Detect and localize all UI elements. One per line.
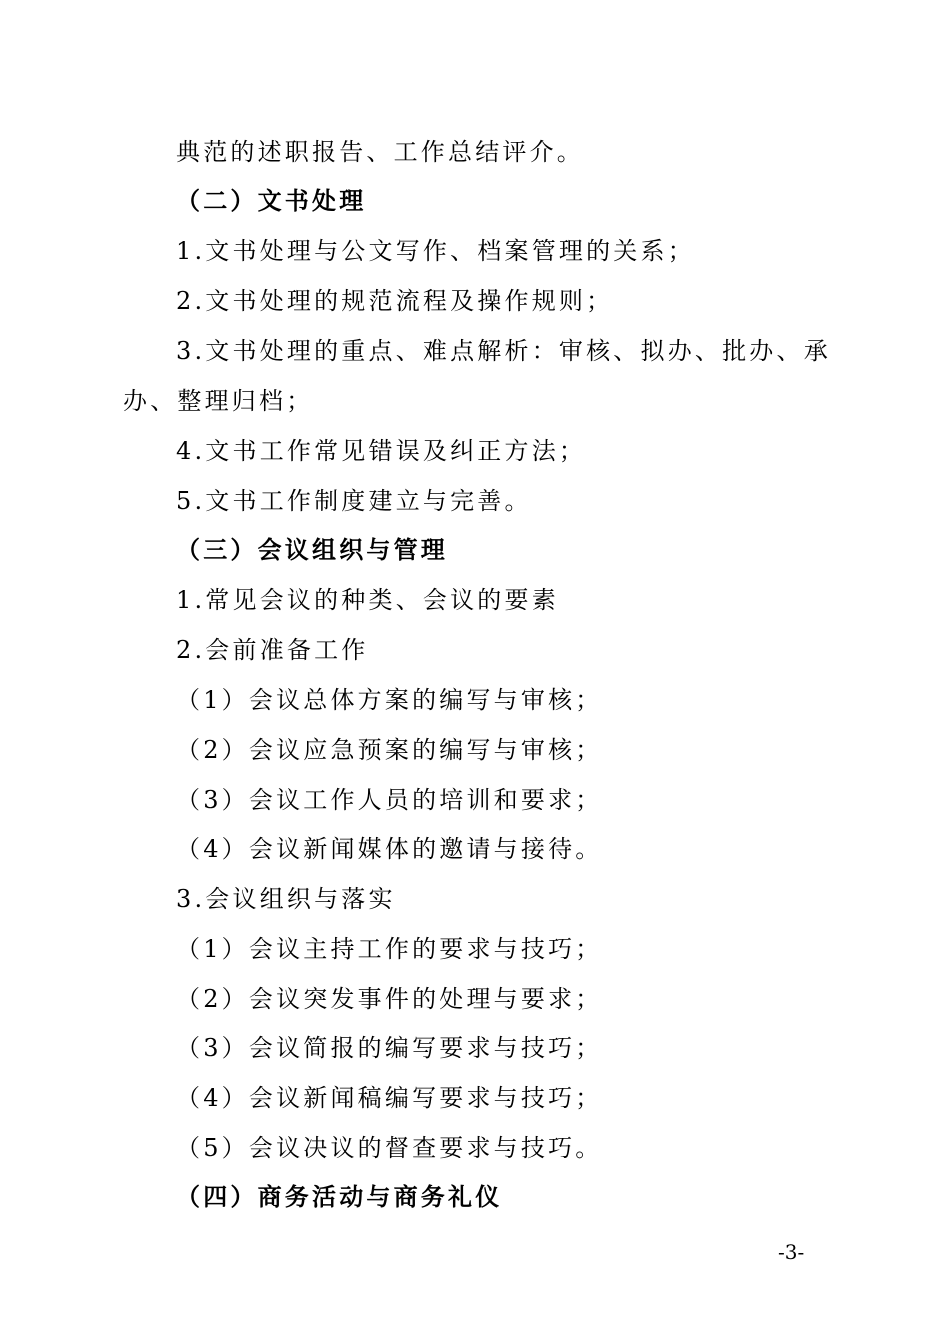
sub-list-item: （1）会议总体方案的编写与审核； [176, 686, 603, 714]
list-item: 1.文书处理与公文写作、档案管理的关系； [176, 237, 695, 265]
sub-list-item: （3）会议工作人员的培训和要求； [176, 786, 603, 814]
page-number: -3- [778, 1240, 805, 1264]
list-item-continuation: 办、整理归档； [123, 387, 314, 415]
list-item: 2.会前准备工作 [176, 636, 369, 664]
list-item: 1.常见会议的种类、会议的要素 [176, 586, 559, 614]
list-item: 2.文书处理的规范流程及操作规则； [176, 287, 614, 315]
section-heading-4: （四）商务活动与商务礼仪 [176, 1182, 503, 1211]
sub-list-item: （1）会议主持工作的要求与技巧； [176, 935, 603, 963]
list-item: 4.文书工作常见错误及纠正方法； [176, 437, 587, 465]
sub-list-item: （5）会议决议的督查要求与技巧。 [176, 1134, 603, 1162]
sub-list-item: （3）会议简报的编写要求与技巧； [176, 1034, 603, 1062]
sub-list-item: （2）会议应急预案的编写与审核； [176, 736, 603, 764]
list-item: 3.会议组织与落实 [176, 885, 396, 913]
list-item: 5.文书工作制度建立与完善。 [176, 487, 532, 515]
list-item: 3.文书处理的重点、难点解析：审核、拟办、批办、承 [176, 337, 831, 365]
section-heading-3: （三）会议组织与管理 [176, 535, 448, 564]
sub-list-item: （2）会议突发事件的处理与要求； [176, 985, 603, 1013]
sub-list-item: （4）会议新闻稿编写要求与技巧； [176, 1084, 603, 1112]
sub-list-item: （4）会议新闻媒体的邀请与接待。 [176, 835, 603, 863]
text-line: 典范的述职报告、工作总结评介。 [176, 138, 584, 166]
section-heading-2: （二）文书处理 [176, 186, 367, 215]
